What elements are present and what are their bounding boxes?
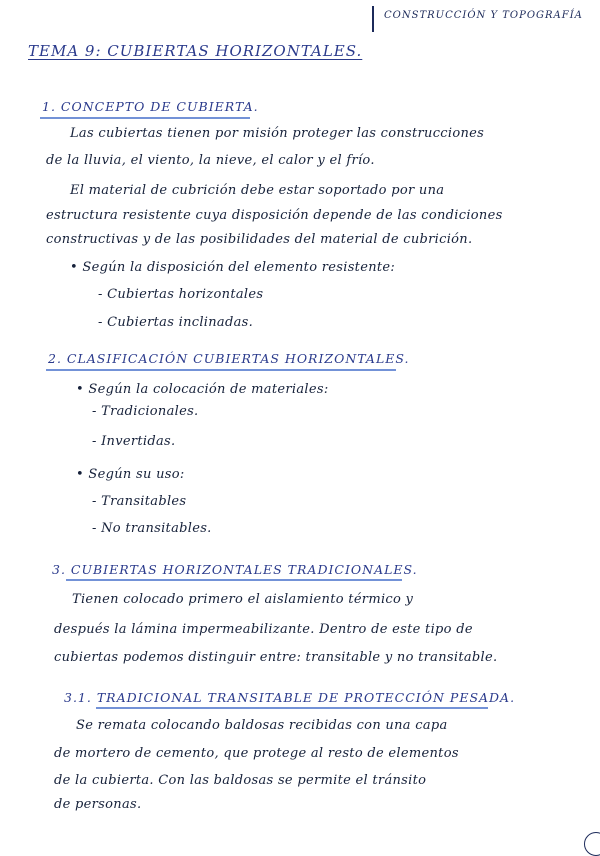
heading-underline-2 [46,369,396,371]
section-1-line-3: El material de cubrición debe estar soportado por una [70,183,445,198]
section-2-subitem-3: - Transitables [92,494,187,509]
section-heading-2: 2. CLASIFICACIÓN CUBIERTAS HORIZONTALES. [48,351,410,366]
section-3-1-line-2: de mortero de cemento, que protege al resto de elementos [54,746,459,761]
topic-title: TEMA 9: CUBIERTAS HORIZONTALES. [28,42,363,60]
section-2-bullet-1: • Según la colocación de materiales: [76,382,329,397]
section-heading-3-1: 3.1. TRADICIONAL TRANSITABLE DE PROTECCIÓN PESADA. [64,690,516,705]
heading-underline-3 [66,579,402,581]
heading-underline-1 [40,117,250,119]
section-1-subitem-2: - Cubiertas inclinadas. [98,315,254,330]
section-3-line-1: Tienen colocado primero el aislamiento térmico y [72,592,414,607]
heading-underline-3-1 [96,707,488,709]
section-1-bullet: • Según la disposición del elemento resistente: [70,260,396,275]
section-3-1-line-4: de personas. [54,797,142,812]
section-1-subitem-1: - Cubiertas horizontales [98,287,264,302]
section-heading-1: 1. CONCEPTO DE CUBIERTA. [42,99,259,114]
section-3-1-line-1: Se remata colocando baldosas recibidas con una capa [76,718,448,733]
section-3-1-line-3: de la cubierta. Con las baldosas se permite el tránsito [54,773,427,788]
section-2-subitem-2: - Invertidas. [92,434,176,449]
header-margin-line [372,6,374,32]
section-1-line-4: estructura resistente cuya disposición depende de las condiciones [46,208,503,223]
course-header: CONSTRUCCIÓN Y TOPOGRAFÍA [384,10,583,21]
section-1-line-2: de la lluvia, el viento, la nieve, el calor y el frío. [46,153,375,168]
page-number-circle [584,832,600,856]
section-heading-3: 3. CUBIERTAS HORIZONTALES TRADICIONALES. [52,562,418,577]
section-1-line-1: Las cubiertas tienen por misión proteger las construcciones [70,126,485,141]
section-3-line-2: después la lámina impermeabilizante. Dentro de este tipo de [54,622,473,637]
section-3-line-3: cubiertas podemos distinguir entre: transitable y no transitable. [54,650,498,665]
section-2-subitem-4: - No transitables. [92,521,212,536]
section-2-subitem-1: - Tradicionales. [92,404,199,419]
section-1-line-5: constructivas y de las posibilidades del material de cubrición. [46,232,473,247]
section-2-bullet-2: • Según su uso: [76,467,185,482]
